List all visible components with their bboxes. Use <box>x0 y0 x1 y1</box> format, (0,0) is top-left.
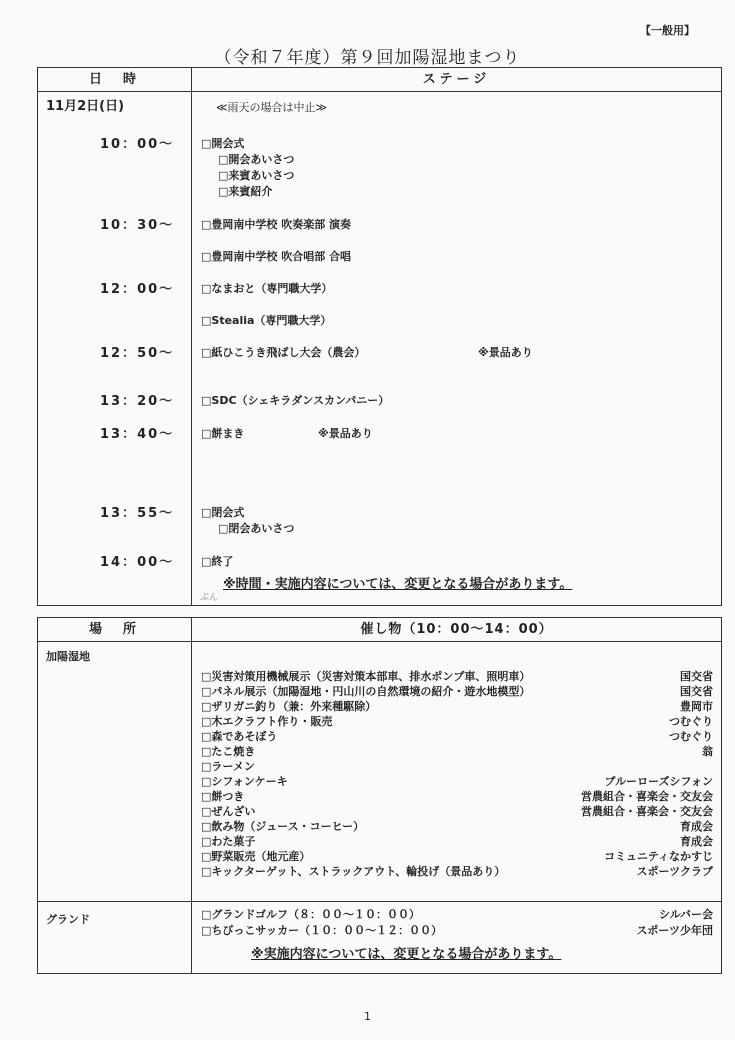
time-label: 10：30～ <box>100 218 175 233</box>
event-row-name: □ラーメン <box>201 760 255 773</box>
event-row-org: 翁 <box>702 745 713 758</box>
time-label: 12：50～ <box>100 346 175 361</box>
prize-note: ※景品あり <box>318 427 373 440</box>
program-item: □SDC（シェキラダンスカンパニー） <box>201 394 390 407</box>
header-events: 催し物（10：00～14：00） <box>360 622 553 637</box>
event-row-org: 国交省 <box>680 670 713 683</box>
program-item: □開会式 <box>201 137 245 150</box>
program-item: □紙ひこうき飛ばし大会（農会） <box>201 346 366 359</box>
program-item: □閉会あいさつ <box>218 522 295 535</box>
event-row-org: 営農組合・喜楽会・交友会 <box>581 805 713 818</box>
event-row-org: つむぐり <box>669 715 713 728</box>
header-divider <box>38 641 721 642</box>
time-label: 13：40～ <box>100 427 175 442</box>
event-row-org: 育成会 <box>680 820 713 833</box>
event-row-name: □ぜんざい <box>201 805 256 818</box>
header-date: 日 時 <box>88 72 140 87</box>
header-place: 場 所 <box>88 622 140 637</box>
event-row-org: つむぐり <box>669 730 713 743</box>
place-label: グランド <box>46 913 90 926</box>
events-table <box>37 617 722 974</box>
event-row-name: □野菜販売（地元産） <box>201 850 311 863</box>
event-row-name: □餅つき <box>201 790 245 803</box>
event-row-org: スポーツクラブ <box>636 865 713 878</box>
event-row-name: □災害対策用機械展示（災害対策本部車、排水ポンプ車、照明車） <box>201 670 531 683</box>
event-row-org: コミュニティなかすじ <box>604 850 713 863</box>
event-row-name: □ザリガニ釣り（兼：外来種駆除） <box>201 700 377 713</box>
time-label: 14：00～ <box>100 555 175 570</box>
time-label: 12：00～ <box>100 282 175 297</box>
header-divider <box>38 91 721 92</box>
event-row-name: □木エクラフト作り・販売 <box>201 715 333 728</box>
program-item: □豊岡南中学校 吹奏楽部 演奏 <box>201 218 352 231</box>
event-row-name: □キックターゲット、ストラックアウト、輪投げ（景品あり） <box>201 865 506 878</box>
place-label: 加陽湿地 <box>46 650 90 663</box>
section-divider <box>38 901 721 902</box>
program-item: □餅まき <box>201 427 245 440</box>
usage-tag: 【一般用】 <box>640 24 695 37</box>
column-divider <box>191 618 192 973</box>
program-item: □来賓あいさつ <box>218 169 295 182</box>
event-row-org: 育成会 <box>680 835 713 848</box>
page-title: （令和７年度）第９回加陽湿地まつり <box>214 48 521 68</box>
header-stage: ステージ <box>422 72 491 87</box>
event-row-org: 豊岡市 <box>680 700 713 713</box>
event-date: 11月2日(日) <box>46 99 125 114</box>
program-item: □Stealia（専門職大学） <box>201 314 332 327</box>
handwritten-smudge: ぶん <box>200 593 219 603</box>
event-row-name: □たこ焼き <box>201 745 256 758</box>
time-label: 13：55～ <box>100 506 175 521</box>
time-label: 13：20～ <box>100 394 175 409</box>
rain-note: ≪雨天の場合は中止≫ <box>216 101 328 114</box>
program-item: □閉会式 <box>201 506 245 519</box>
ground-row-name: □ちびっこサッカー（１０：００～１２：００） <box>201 924 443 937</box>
event-row-name: □わた菓子 <box>201 835 256 848</box>
stage-schedule-table <box>37 67 722 606</box>
program-item: □来賓紹介 <box>218 185 273 198</box>
prize-note: ※景品あり <box>478 346 533 359</box>
event-row-org: ブルーローズシフォン <box>604 775 713 788</box>
change-notice: ※実施内容については、変更となる場合があります。 <box>251 947 562 962</box>
event-row-name: □森であそぼう <box>201 730 278 743</box>
ground-row-name: □グランドゴルフ（８：００～１０：００） <box>201 908 420 921</box>
program-item: □豊岡南中学校 吹合唱部 合唱 <box>201 250 352 263</box>
event-row-name: □飲み物（ジュース・コーヒー） <box>201 820 365 833</box>
event-row-name: □パネル展示（加陽湿地・円山川の自然環境の紹介・遊水地模型） <box>201 685 531 698</box>
event-row-name: □シフォンケーキ <box>201 775 288 788</box>
program-item: □開会あいさつ <box>218 153 295 166</box>
ground-row-org: シルバー会 <box>659 908 713 921</box>
program-item: □なまおと（専門職大学） <box>201 282 333 295</box>
event-row-org: 国交省 <box>680 685 713 698</box>
page-number: 1 <box>364 1010 371 1023</box>
ground-row-org: スポーツ少年団 <box>636 924 713 937</box>
change-notice: ※時間・実施内容については、変更となる場合があります。 <box>223 577 573 592</box>
program-item: □終了 <box>201 555 234 568</box>
time-label: 10：00～ <box>100 137 175 152</box>
event-row-org: 営農組合・喜楽会・交友会 <box>581 790 713 803</box>
column-divider <box>191 68 192 605</box>
